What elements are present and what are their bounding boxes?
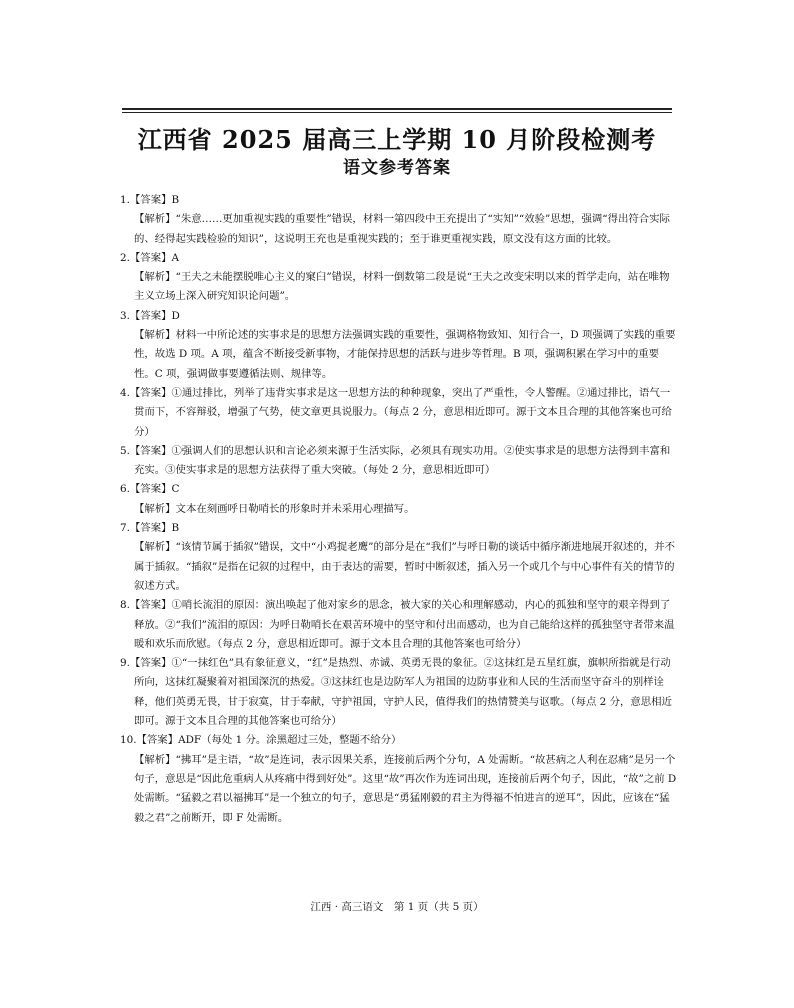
question-9 (120, 654, 678, 731)
question-6 (120, 480, 678, 519)
question-answer: 3.【答案】D (120, 309, 180, 322)
question-analysis: 【解析】材料一中所论述的实事求是的思想方法强调实践的重要性，强调格物致知、知行合一，D 项强调了实践的重要性，故选 D 项。A 项，蕴含不断接受新事物，才能保持思想的活跃与进步等哲理。B 项，强调积累在学习中的重要性。C 项，强调做事要遵循法则、规律等。 (134, 329, 676, 380)
question-answer: 10.【答案】ADF（每处 1 分。涂黑超过三处，整题不给分） (120, 734, 402, 747)
page-footer: 江西 · 高三语文 第 1 页（共 5 页） (310, 901, 484, 913)
page-title: 江西省 2025 届高三上学期 10 月阶段检测考 (137, 125, 657, 154)
question-analysis: 【解析】“该情节属于插叙”错误，文中“小鸡捉老鹰”的部分是在“我们”与呼日勒的谈话中循序渐进地展开叙述的，并不属于插叙。“插叙”是指在记叙的过程中，由于表达的需要，暂时中断叙述，插入另一个或几个与中心事件有关的情节的叙述方式。 (134, 541, 676, 592)
question-answer: 4.【答案】①通过排比，列举了违背实事求是这一思想方法的种种现象，突出了严重性，令人警醒。②通过排比，语气一贯而下，不容辩驳，增强了气势，使文章更具说服力。（每点 2 分，意思相近即可。源于文本且合理的其他答案也可给分） (120, 386, 672, 438)
question-answer: 6.【答案】C (120, 483, 180, 496)
question-answer: 5.【答案】①强调人们的思想认识和言论必须来源于生活实际，必须具有现实功用。②使实事求是的思想方法得到丰富和充实。③使实事求是的思想方法获得了重大突破。（每处 2 分，意思相近即可） (120, 444, 671, 477)
question-3 (120, 307, 678, 384)
answer-list (120, 191, 678, 828)
question-analysis: 【解析】“拂耳”是主语，“故”是连词，表示因果关系，连接前后两个分句，A 处需断。“故甚病之人利在忍痛”是另一个句子，意思是“因此危重病人从疼痛中得到好处”。这里“故”再次作为连词出现，连接前后两个句子，因此，“故”之前 D 处需断。“猛毅之君以福拂耳”是一个独立的句子，意思是“勇猛刚毅的君主为得福不怕进言的逆耳”，因此，应该在“猛毅之君”之前断开，即 F 处需断。 (134, 753, 677, 824)
question-4 (120, 384, 678, 442)
question-answer: 9.【答案】①“一抹红色”具有象征意义，“红”是热烈、赤诚、英勇无畏的象征。②这抹红是五星红旗，旗帜所指就是行动所向，这抹红凝聚着对祖国深沉的热爱。③这抹红也是边防军人为祖国的边防事业和人民的生活而坚守奋斗的别样诠释，他们英勇无畏，甘于寂寞，甘于奉献，守护祖国，守护人民，值得我们的热情赞美与讴歌。（每点 2 分，意思相近即可。源于文本且合理的其他答案也可给分） (120, 657, 672, 728)
question-7 (120, 519, 678, 596)
question-5 (120, 442, 678, 481)
question-1 (120, 191, 678, 249)
question-answer: 7.【答案】B (120, 522, 180, 535)
question-answer: 8.【答案】①哨长流泪的原因：演出唤起了他对家乡的思念，被大家的关心和理解感动，内心的孤独和坚守的艰辛得到了释放。②“我们”流泪的原因：为呼日勒哨长在艰苦环境中的坚守和付出而感动，也为自己能给这样的孤独坚守者带来温暖和欢乐而欣慰。（每点 2 分，意思相近即可。源于文本且合理的其他答案也可给分） (120, 599, 675, 650)
header-rule (122, 108, 672, 113)
question-2 (120, 249, 678, 307)
page-subtitle: 语文参考答案 (343, 158, 451, 178)
question-10 (120, 731, 678, 827)
question-analysis: 【解析】文本在刻画呼日勒哨长的形象时并未采用心理描写。 (134, 502, 415, 515)
question-8 (120, 596, 678, 654)
question-answer: 2.【答案】A (120, 251, 179, 264)
question-analysis: 【解析】“王夫之未能摆脱唯心主义的窠臼”错误，材料一倒数第二段是说“王夫之改变宋明以来的哲学走向，站在唯物主义立场上深入研究知识论问题”。 (134, 271, 670, 303)
question-analysis: 【解析】“朱意……更加重视实践的重要性”错误，材料一第四段中王充提出了“实知”“效验”思想，强调“得出符合实际的、经得起实践检验的知识”，这说明王充也是重视实践的；至于谁更重视实践，原文没有这方面的比较。 (134, 213, 670, 245)
question-answer: 1.【答案】B (120, 194, 180, 206)
